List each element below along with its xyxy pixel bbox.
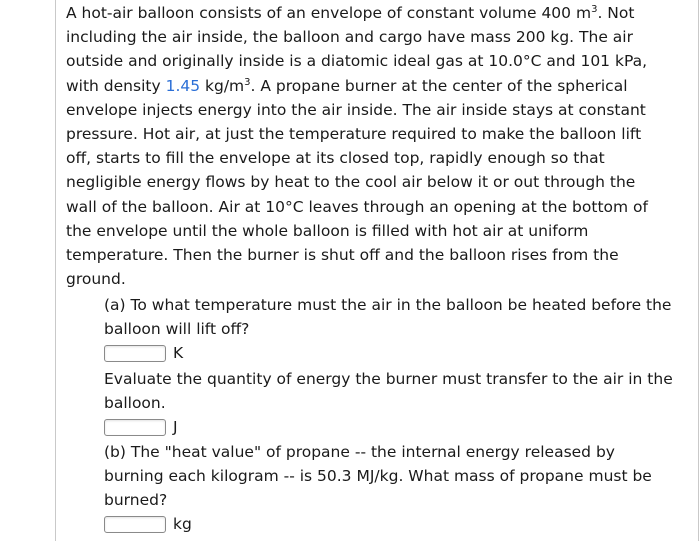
volume-exponent: 3: [591, 4, 598, 15]
part-a-energy-unit: J: [173, 418, 178, 436]
density-value: 1.45: [165, 76, 201, 95]
part-b-mass-input[interactable]: [104, 516, 166, 533]
part-b-question: (b) The "heat value" of propane -- the internal energy released by burning each kilogram -- is 50.3 MJ/kg. What mass of propane must be burned?: [104, 443, 652, 509]
part-b-mass-unit: kg: [173, 515, 192, 533]
problem-container: [55, 0, 699, 541]
problem-intro-1: A hot-air balloon consists of an envelope of constant volume 400 m: [66, 4, 592, 22]
problem-intro-2: . Not including the air inside, the balloon and cargo have mass 200 kg. The air outside and originally inside is a diatomic ideal gas at 10.0°C and 101 kPa, with density: [66, 4, 648, 95]
part-a-energy-input[interactable]: [104, 419, 166, 436]
part-b-answer-row: [104, 514, 192, 534]
problem-intro-3: . A propane burner at the center of the spherical envelope injects energy into the air inside. The air inside stays at constant pressure. Hot air, at just the temperature required to make the balloon lift off, starts to fill the envelope at its closed top, rapidly enough so that negligible energy flows by heat to the cool air below it or out through the wall of the balloon. Air at 10°C leaves through an opening at the bottom of the envelope until the whole balloon is filled with hot air at uniform temperature. Then the burner is shut off and the balloon rises from the ground.: [66, 76, 648, 289]
part-a-temperature-unit: K: [173, 344, 184, 362]
part-a-question: (a) To what temperature must the air in the balloon be heated before the balloon will lift off?: [104, 296, 672, 338]
part-a-answer-2-row: [104, 417, 178, 437]
part-a-temperature-input[interactable]: [104, 345, 166, 362]
part-a-answer-1-row: [104, 343, 183, 363]
problem-statement: [66, 1, 666, 291]
density-unit-exponent: 3: [244, 76, 251, 88]
density-unit: kg/m: [200, 76, 245, 95]
part-a-energy-question: Evaluate the quantity of energy the burner must transfer to the air in the balloon.: [104, 370, 673, 412]
